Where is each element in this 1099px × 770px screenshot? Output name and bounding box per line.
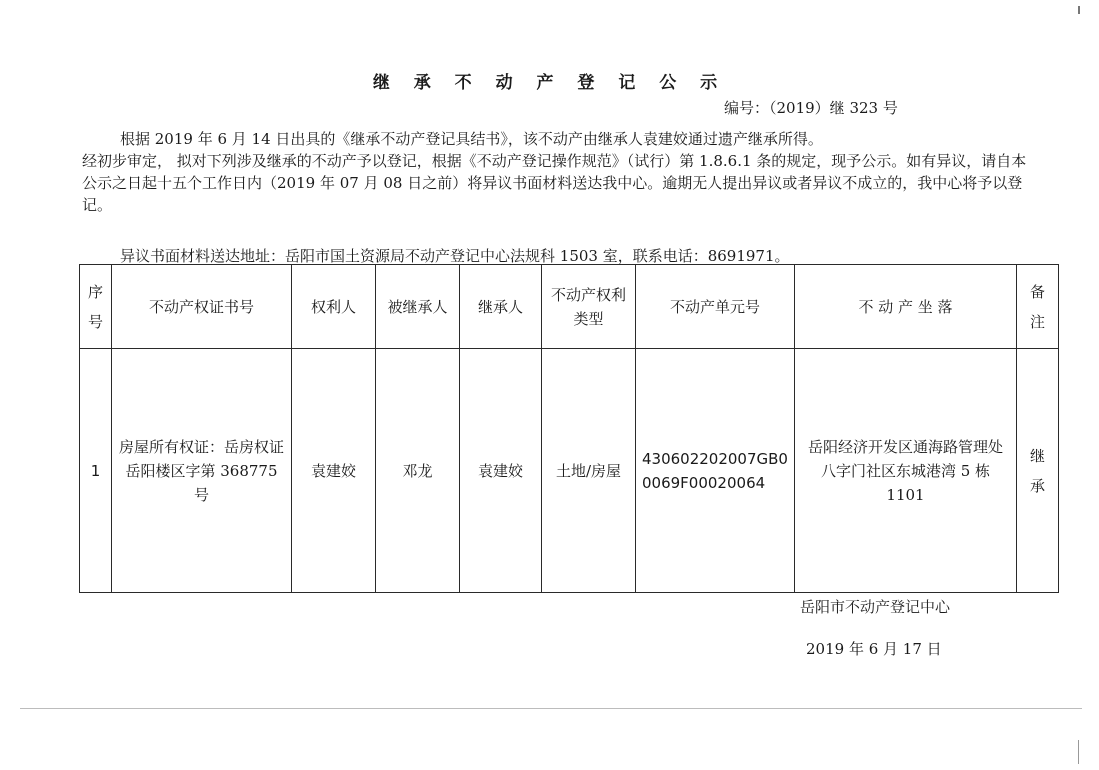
- registration-table: [79, 264, 1058, 593]
- header-note: 备注: [1017, 265, 1059, 349]
- issue-date: 2019 年 6 月 17 日: [806, 640, 942, 658]
- header-unit-no: 不动产单元号: [636, 265, 795, 349]
- document-number: 编号：（2019）继 323 号: [724, 99, 898, 117]
- cell-location: 岳阳经济开发区通海路管理处八字门社区东城港湾 5 栋 1101: [795, 349, 1017, 593]
- paragraph-objection-address: 异议书面材料送达地址：岳阳市国土资源局不动产登记中心法规科 1503 室，联系电话：8691971。: [120, 247, 790, 265]
- cell-right-holder: 袁建姣: [292, 349, 376, 593]
- table-row: [80, 349, 1059, 593]
- scan-mark: [1078, 6, 1080, 14]
- header-cert-no: 不动产权证书号: [112, 265, 292, 349]
- cell-heir: 袁建姣: [460, 349, 542, 593]
- page-divider: [20, 708, 1082, 709]
- header-heir: 继承人: [460, 265, 542, 349]
- paragraph-basis: 根据 2019 年 6 月 14 日出具的《继承不动产登记具结书》，该不动产由继承人袁建姣通过遗产继承所得。: [120, 130, 823, 148]
- issuing-authority: 岳阳市不动产登记中心: [800, 598, 951, 616]
- header-right-type: 不动产权利类型: [542, 265, 636, 349]
- table-header-row: [80, 265, 1059, 349]
- header-seq: 序号: [80, 265, 112, 349]
- header-decedent: 被继承人: [376, 265, 460, 349]
- cell-cert-no: 房屋所有权证：岳房权证岳阳楼区字第 368775 号: [112, 349, 292, 593]
- cell-seq: 1: [80, 349, 112, 593]
- cell-unit-no: 430602202007GB00069F00020064: [636, 349, 795, 593]
- cell-note: 继承: [1017, 349, 1059, 593]
- scan-mark: [1078, 740, 1079, 764]
- cell-decedent: 邓龙: [376, 349, 460, 593]
- paragraph-review: 经初步审定， 拟对下列涉及继承的不动产予以登记，根据《不动产登记操作规范》（试行）第 1.8.6.1 条的规定，现予公示。如有异议，请自本公示之日起十五个工作日内（2019 年 07 月 08 日之前）将异议书面材料送达我中心。逾期无人提出异议或者异议不成立的，我中心将予以登记。: [82, 152, 1027, 214]
- cell-right-type: 土地/房屋: [542, 349, 636, 593]
- header-location: 不 动 产 坐 落: [795, 265, 1017, 349]
- document-title: 继 承 不 动 产 登 记 公 示: [372, 73, 727, 93]
- header-right-holder: 权利人: [292, 265, 376, 349]
